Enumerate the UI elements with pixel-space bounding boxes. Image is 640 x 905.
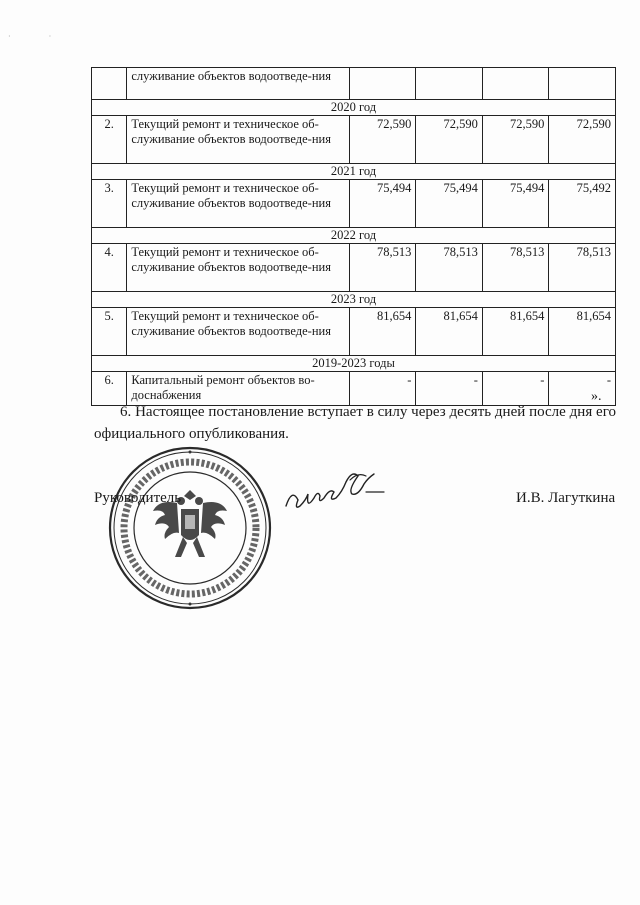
year-header-row xyxy=(92,356,616,372)
year-header-row xyxy=(92,228,616,244)
table-row xyxy=(92,180,616,228)
row-value: 81,654 xyxy=(549,308,616,356)
row-value: 75,494 xyxy=(482,180,549,228)
row-value: 75,494 xyxy=(349,180,416,228)
table-row xyxy=(92,244,616,292)
signer-name: И.В. Лагуткина xyxy=(516,490,616,506)
row-value xyxy=(482,68,549,100)
row-value: 72,590 xyxy=(416,116,483,164)
row-number: 6. xyxy=(92,372,127,406)
row-value xyxy=(349,68,416,100)
year-label: 2023 год xyxy=(92,292,616,308)
year-header-row xyxy=(92,164,616,180)
row-value: 75,492 xyxy=(549,180,616,228)
row-value: 81,654 xyxy=(416,308,483,356)
row-number: 2. xyxy=(92,116,127,164)
year-header-row xyxy=(92,292,616,308)
row-value xyxy=(416,68,483,100)
row-description: Текущий ремонт и техническое об-служивание объектов водоотведе-ния xyxy=(127,180,349,228)
row-description: Текущий ремонт и техническое об-служивание объектов водоотведе-ния xyxy=(127,244,349,292)
row-value: 78,513 xyxy=(549,244,616,292)
row-description: Текущий ремонт и техническое об-служивание объектов водоотведе-ния xyxy=(127,308,349,356)
row-value: 72,590 xyxy=(549,116,616,164)
row-value: 78,513 xyxy=(349,244,416,292)
year-label: 2019-2023 годы xyxy=(92,356,616,372)
row-number xyxy=(92,68,127,100)
row-value: - xyxy=(416,372,483,406)
row-value: 72,590 xyxy=(349,116,416,164)
row-value: 78,513 xyxy=(416,244,483,292)
table-row xyxy=(92,116,616,164)
scan-corner-marks: · · xyxy=(8,32,70,41)
plan-table xyxy=(91,67,616,406)
row-value: 75,494 xyxy=(416,180,483,228)
row-value: 78,513 xyxy=(482,244,549,292)
year-label: 2020 год xyxy=(92,100,616,116)
row-description: Капитальный ремонт объектов во-доснабжения xyxy=(127,372,349,406)
row-value: 72,590 xyxy=(482,116,549,164)
handwritten-signature-icon xyxy=(280,462,390,522)
row-description: Текущий ремонт и техническое об-служивание объектов водоотведе-ния xyxy=(127,116,349,164)
row-value: 81,654 xyxy=(482,308,549,356)
row-number: 5. xyxy=(92,308,127,356)
year-header-row xyxy=(92,100,616,116)
official-seal-icon xyxy=(107,445,273,611)
row-value: 81,654 xyxy=(349,308,416,356)
row-number: 3. xyxy=(92,180,127,228)
signer-title: Руководитель xyxy=(94,490,182,506)
row-value: - xyxy=(549,372,616,406)
row-description: служивание объектов водоотведе-ния xyxy=(127,68,349,100)
row-value xyxy=(549,68,616,100)
year-label: 2021 год xyxy=(92,164,616,180)
closing-quote: ». xyxy=(591,389,602,404)
row-number: 4. xyxy=(92,244,127,292)
row-value: - xyxy=(349,372,416,406)
body-paragraph: 6. Настоящее постановление вступает в силу через десять дней после дня его официального опубликования. xyxy=(94,404,616,442)
table-row-continuation xyxy=(92,68,616,100)
year-label: 2022 год xyxy=(92,228,616,244)
table-row xyxy=(92,308,616,356)
row-value: - xyxy=(482,372,549,406)
